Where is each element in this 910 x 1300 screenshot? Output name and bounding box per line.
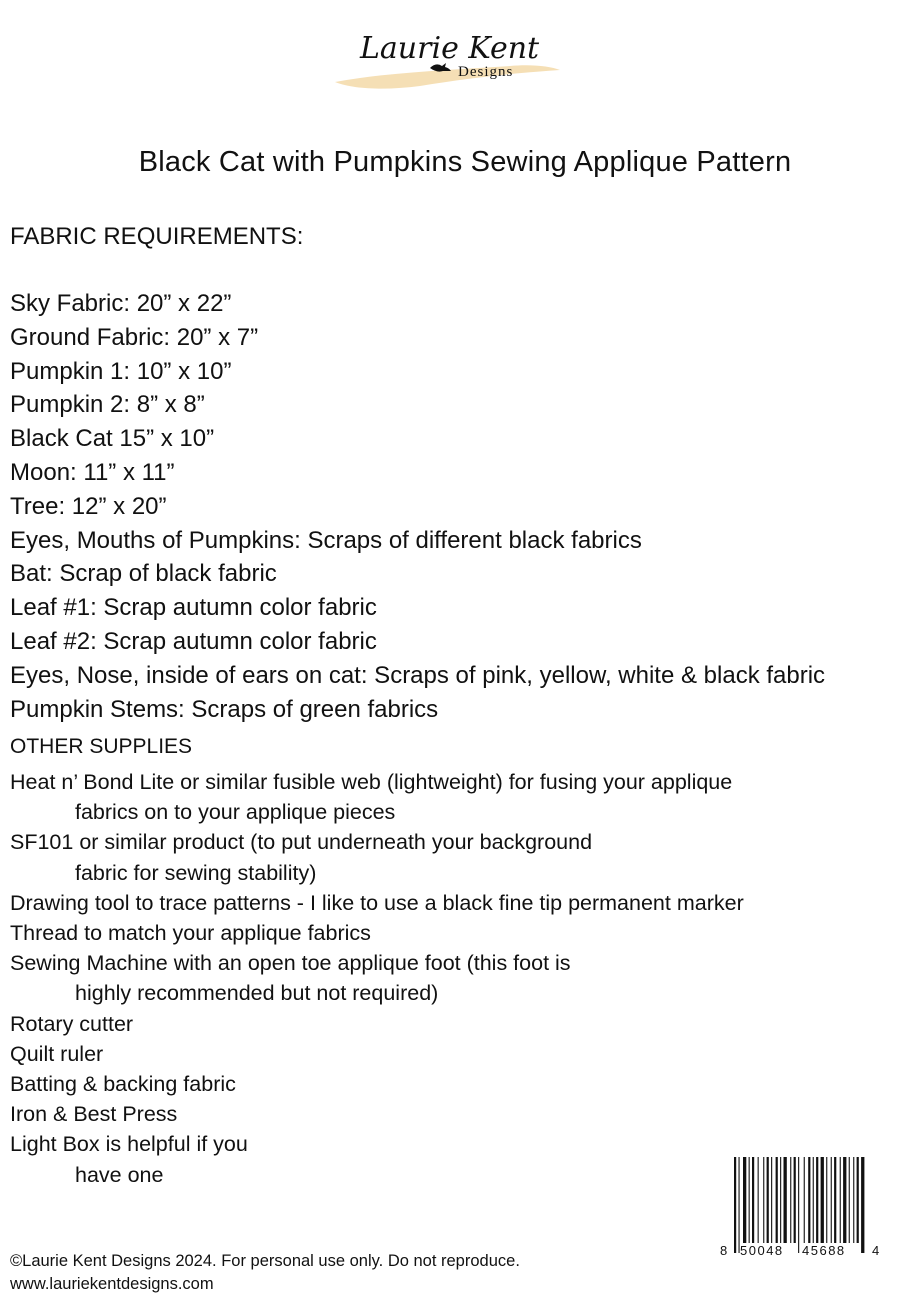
supply-item bbox=[10, 1099, 744, 1129]
barcode-bar bbox=[840, 1157, 841, 1243]
supply-item bbox=[10, 1069, 744, 1099]
barcode-digit-first: 8 bbox=[720, 1243, 728, 1258]
barcode-bar bbox=[767, 1157, 769, 1243]
fabric-item: Eyes, Mouths of Pumpkins: Scraps of different black fabrics bbox=[10, 526, 642, 554]
barcode-bar bbox=[826, 1157, 827, 1243]
supply-line: Sewing Machine with an open toe applique foot (this foot is bbox=[10, 951, 571, 976]
supply-line: Iron & Best Press bbox=[10, 1102, 178, 1127]
fabric-item: Black Cat 15” x 10” bbox=[10, 425, 215, 453]
barcode-bar bbox=[821, 1157, 824, 1243]
barcode-bar bbox=[752, 1157, 754, 1243]
barcode-bar bbox=[843, 1157, 846, 1243]
supply-line: Thread to match your applique fabrics bbox=[10, 921, 371, 946]
logo-designs: Designs bbox=[458, 64, 514, 80]
barcode-bar bbox=[739, 1157, 740, 1253]
supply-line: Heat n’ Bond Lite or similar fusible web (lightweight) for fusing your applique bbox=[10, 770, 733, 794]
fabric-item: Moon: 11” x 11” bbox=[10, 458, 175, 486]
barcode-bar bbox=[813, 1157, 814, 1243]
supply-line: SF101 or similar product (to put underneath your background bbox=[10, 830, 593, 855]
barcode-bar bbox=[804, 1157, 805, 1243]
barcode-bar bbox=[816, 1157, 818, 1243]
barcode-bar bbox=[849, 1157, 850, 1243]
logo-script: Laurie Kent bbox=[360, 31, 540, 66]
fabric-item: Leaf #2: Scrap autumn color fabric bbox=[10, 627, 377, 655]
other-supplies-heading: OTHER SUPPLIES bbox=[10, 735, 193, 758]
barcode-bar bbox=[734, 1157, 736, 1253]
barcode-bar bbox=[861, 1157, 864, 1253]
barcode-bar bbox=[771, 1157, 772, 1243]
supply-line-continued: fabrics on to your applique pieces bbox=[75, 800, 396, 825]
supply-line: Light Box is helpful if you bbox=[10, 1132, 248, 1157]
supply-item bbox=[10, 948, 744, 1008]
supply-line: Drawing tool to trace patterns - I like to use a black fine tip permanent marker bbox=[10, 890, 744, 915]
fabric-item: Ground Fabric: 20” x 7” bbox=[10, 323, 259, 351]
fabric-item: Pumpkin 2: 8” x 8” bbox=[10, 391, 205, 419]
barcode-bar bbox=[784, 1157, 787, 1243]
barcode-bar bbox=[749, 1157, 750, 1243]
barcode-bar bbox=[743, 1157, 746, 1243]
barcode-bar bbox=[834, 1157, 836, 1243]
other-supplies-list bbox=[10, 767, 744, 1190]
supply-item bbox=[10, 888, 744, 918]
supply-line-continued: fabric for sewing stability) bbox=[75, 860, 317, 885]
supply-item bbox=[10, 827, 744, 887]
fabric-item: Bat: Scrap of black fabric bbox=[10, 560, 277, 588]
supply-item bbox=[10, 918, 744, 948]
fabric-requirements-list bbox=[10, 287, 825, 726]
barcode-bar bbox=[758, 1157, 759, 1243]
copyright-notice: ©Laurie Kent Designs 2024. For personal use only. Do not reproduce. bbox=[10, 1252, 520, 1270]
barcode-bar bbox=[857, 1157, 859, 1243]
fabric-item: Sky Fabric: 20” x 22” bbox=[10, 290, 232, 317]
supply-item bbox=[10, 1129, 744, 1189]
barcode-bar bbox=[808, 1157, 810, 1243]
barcode-bar bbox=[780, 1157, 781, 1243]
barcode-bar bbox=[790, 1157, 791, 1243]
barcode-digits-right: 45688 bbox=[802, 1243, 846, 1258]
supply-line-continued: have one bbox=[75, 1162, 164, 1187]
supply-line: Batting & backing fabric bbox=[10, 1072, 236, 1097]
barcode-digits-left: 50048 bbox=[740, 1243, 784, 1258]
barcode-bar bbox=[798, 1157, 799, 1253]
supply-item bbox=[10, 1039, 744, 1069]
barcode-bar bbox=[831, 1157, 832, 1243]
fabric-item: Tree: 12” x 20” bbox=[10, 492, 167, 520]
supply-line-continued: highly recommended but not required) bbox=[75, 981, 439, 1006]
supply-line: Rotary cutter bbox=[10, 1011, 134, 1036]
fabric-item: Leaf #1: Scrap autumn color fabric bbox=[10, 594, 377, 622]
website-link[interactable]: www.lauriekentdesigns.com bbox=[10, 1275, 214, 1293]
page-title: Black Cat with Pumpkins Sewing Applique Pattern bbox=[138, 146, 792, 178]
supply-item bbox=[10, 1009, 744, 1039]
barcode-bar bbox=[794, 1157, 796, 1243]
fabric-requirements-heading: FABRIC REQUIREMENTS: bbox=[10, 223, 304, 250]
fabric-item: Pumpkin 1: 10” x 10” bbox=[10, 357, 232, 385]
logo bbox=[330, 20, 570, 100]
supply-item bbox=[10, 767, 744, 827]
fabric-item: Pumpkin Stems: Scraps of green fabrics bbox=[10, 695, 439, 723]
barcode-bar bbox=[853, 1157, 854, 1243]
barcode-bar bbox=[763, 1157, 764, 1243]
barcode-bar bbox=[776, 1157, 778, 1243]
barcode-digit-last: 4 bbox=[872, 1243, 880, 1258]
fabric-item: Eyes, Nose, inside of ears on cat: Scraps of pink, yellow, white & black fabric bbox=[10, 661, 826, 689]
supply-line: Quilt ruler bbox=[10, 1041, 104, 1066]
